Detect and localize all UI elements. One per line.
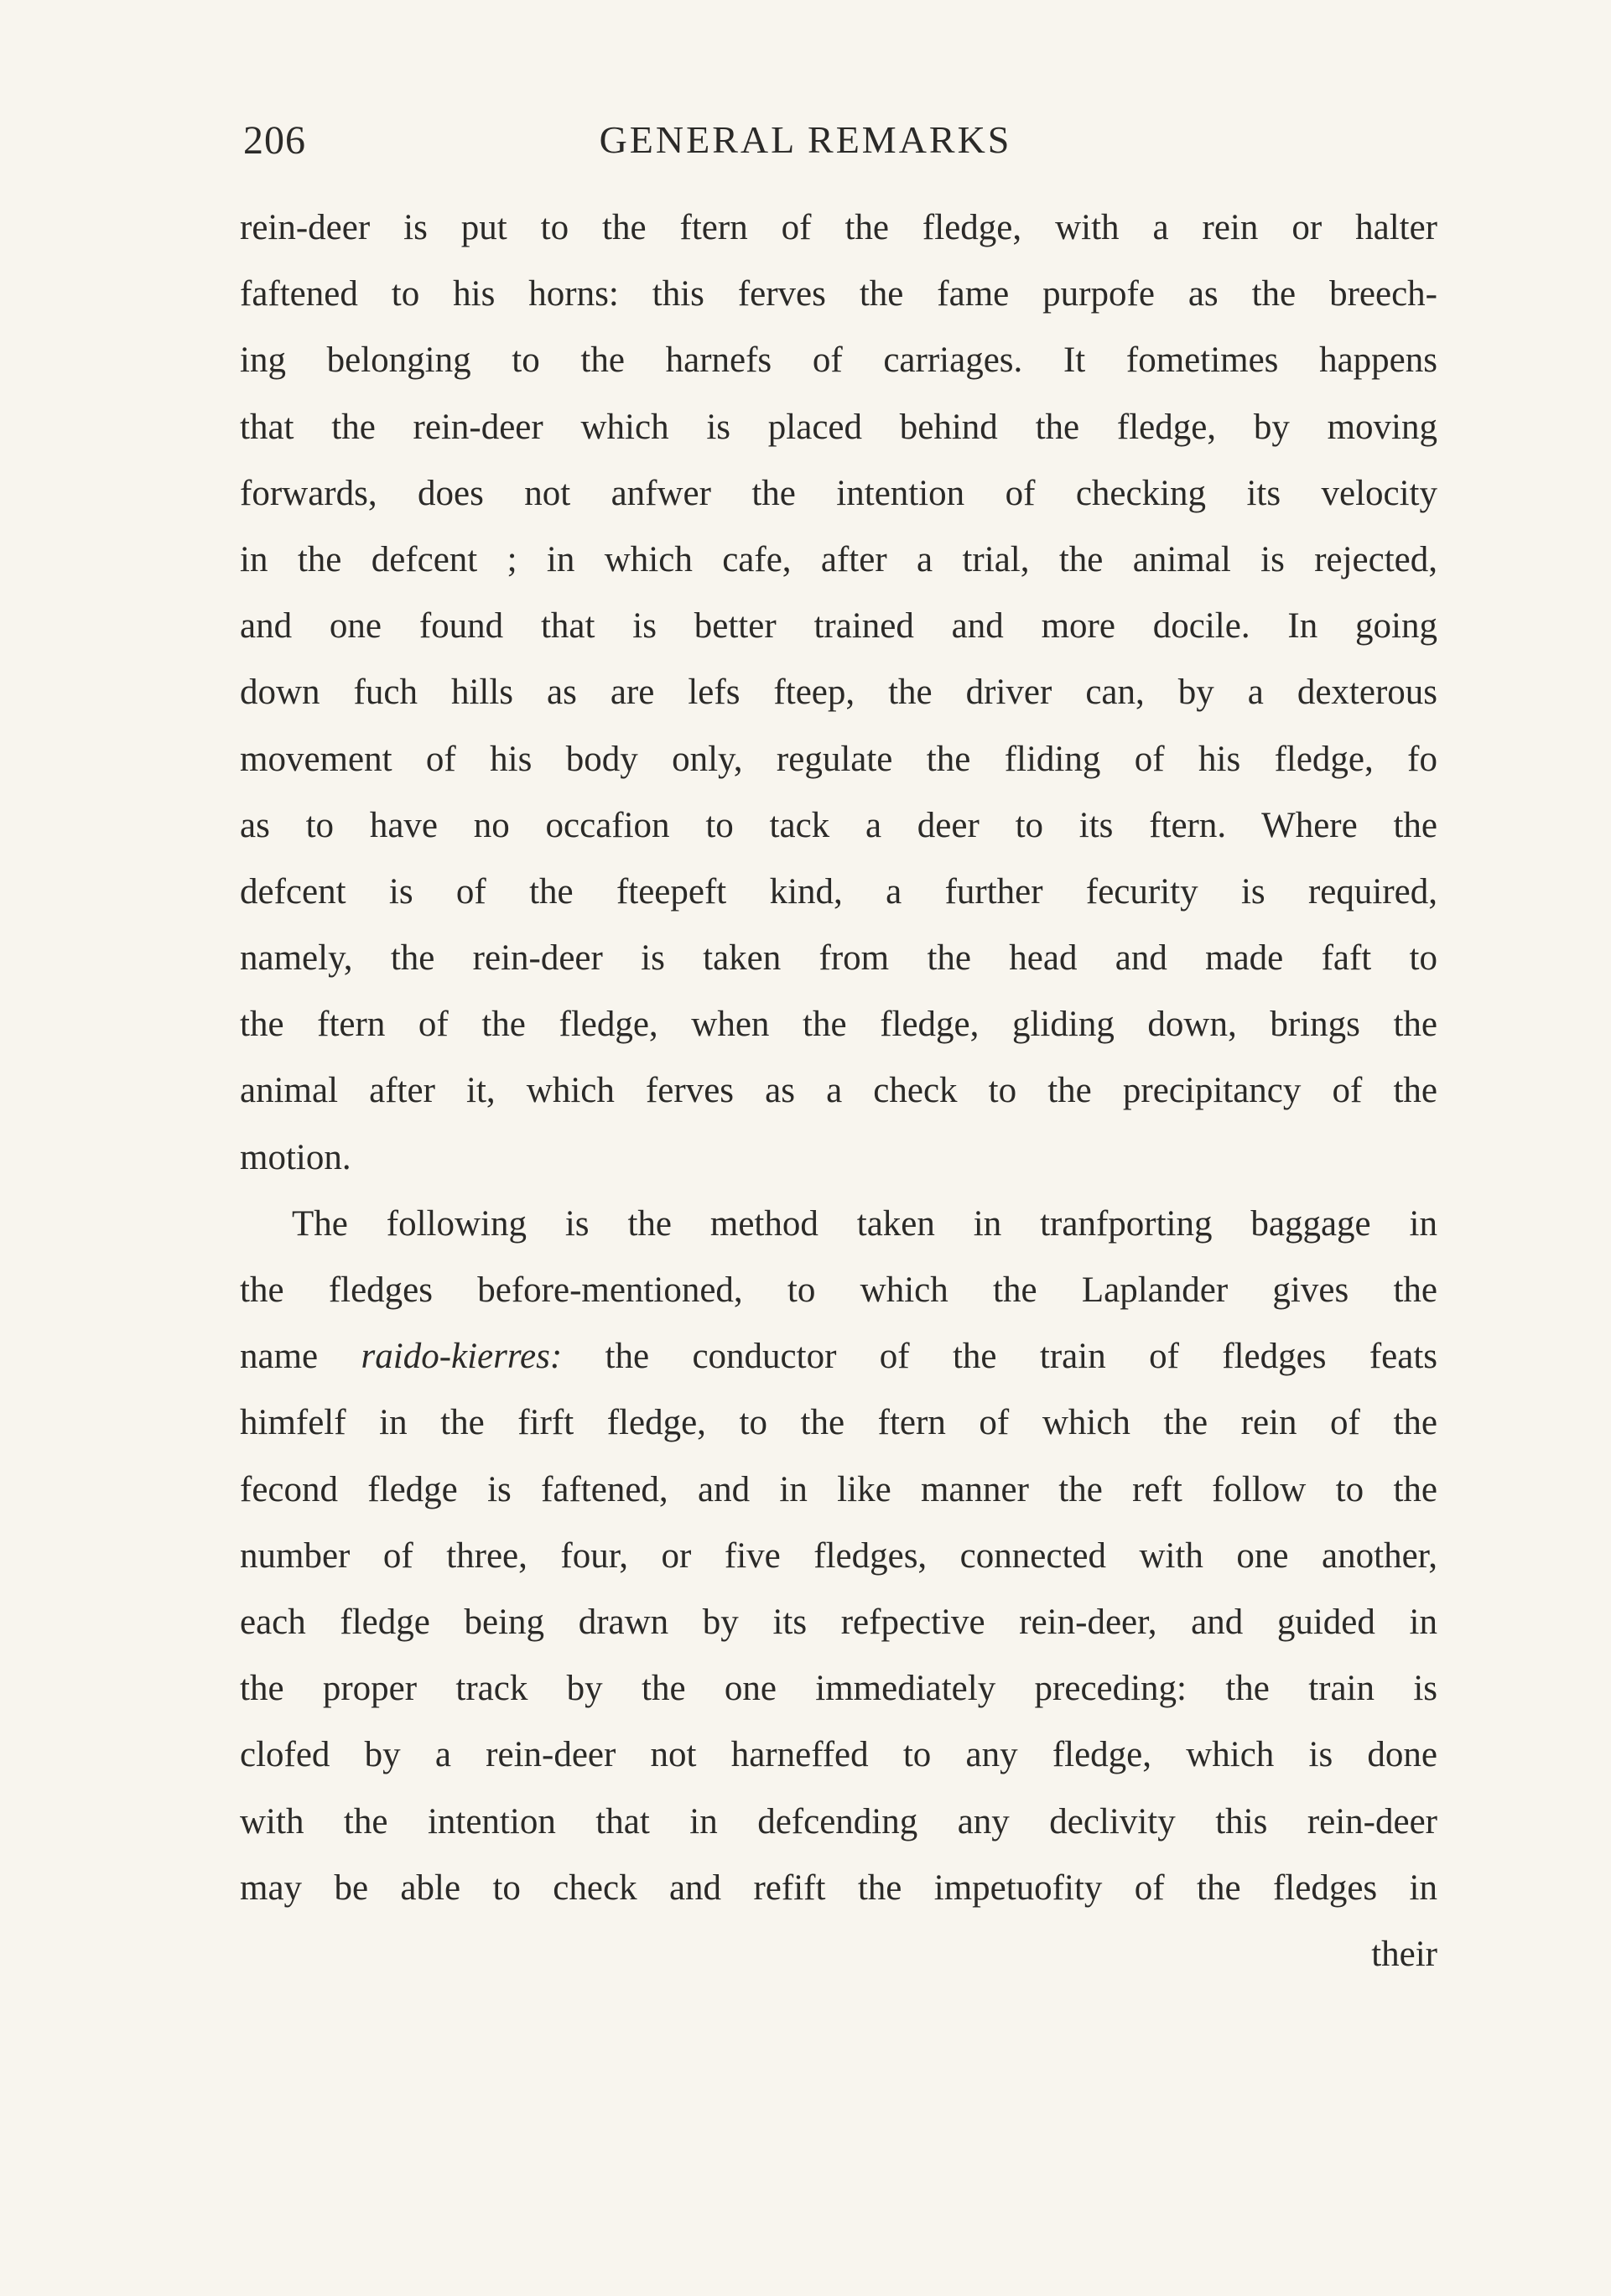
page-number: 206 [243,118,306,163]
text-line: rein-deer is put to the ftern of the fledge, with a rein or halter [240,208,1437,247]
text-line: may be able to check and refift the impetuofity of the fledges in [240,1867,1437,1908]
text-line: forwards, does not anfwer the intention of checking its velocity [240,473,1437,513]
text-line: defcent is of the fteepeft kind, a further fecurity is required, [240,871,1437,912]
text-line-mixed [240,1323,1437,1390]
text-line: and one found that is better trained and more docile. In going [240,606,1437,647]
text-line: the proper track by the one immediately preceding: the train is [240,1669,1437,1709]
running-head: GENERAL REMARKS [599,118,1012,161]
text-line: himfelf in the firft fledge, to the ftern of which the rein of the [240,1403,1437,1443]
text-line: faftened to his horns: this ferves the fame purpofe as the breech- [240,274,1437,314]
text-line: The following is the method taken in tranfporting baggage in [292,1203,1437,1244]
text-line: animal after it, which ferves as a check to the precipitancy of the [240,1071,1437,1111]
text-line: clofed by a rein-deer not harneffed to any fledge, which is done [240,1735,1437,1775]
text-line: namely, the rein-deer is taken from the head and made faft to [240,938,1437,979]
text-line: down fuch hills as are lefs fteep, the driver can, by a dexterous [240,673,1437,713]
text-line: motion. [240,1137,351,1177]
text-line: movement of his body only, regulate the fliding of his fledge, fo [240,739,1437,779]
text-line: number of three, four, or five fledges, connected with one another, [240,1535,1437,1576]
text-line: the fledges before-mentioned, to which the Laplander gives the [240,1270,1437,1310]
text-line: in the defcent ; in which cafe, after a trial, the animal is rejected, [240,539,1437,579]
italic-term: raido-kierres: [361,1337,563,1377]
catchword: their [1371,1934,1437,1974]
text-line: as to have no occafion to tack a deer to its ftern. Where the [240,805,1437,845]
text-line: that the rein-deer which is placed behind the fledge, by moving [240,407,1437,447]
text-line: ing belonging to the harnefs of carriages. It fometimes happens [240,340,1437,381]
text-fragment: the conductor of the train of fledges feats [605,1337,1438,1377]
text-line: with the intention that in defcending any declivity this rein-deer [240,1801,1437,1841]
text-line: fecond fledge is faftened, and in like manner the reft follow to the [240,1469,1437,1509]
text-line: the ftern of the fledge, when the fledge, gliding down, brings the [240,1005,1437,1045]
text-fragment: name [240,1337,319,1377]
body-text [240,195,1437,1987]
text-line: each fledge being drawn by its refpective rein-deer, and guided in [240,1602,1437,1642]
